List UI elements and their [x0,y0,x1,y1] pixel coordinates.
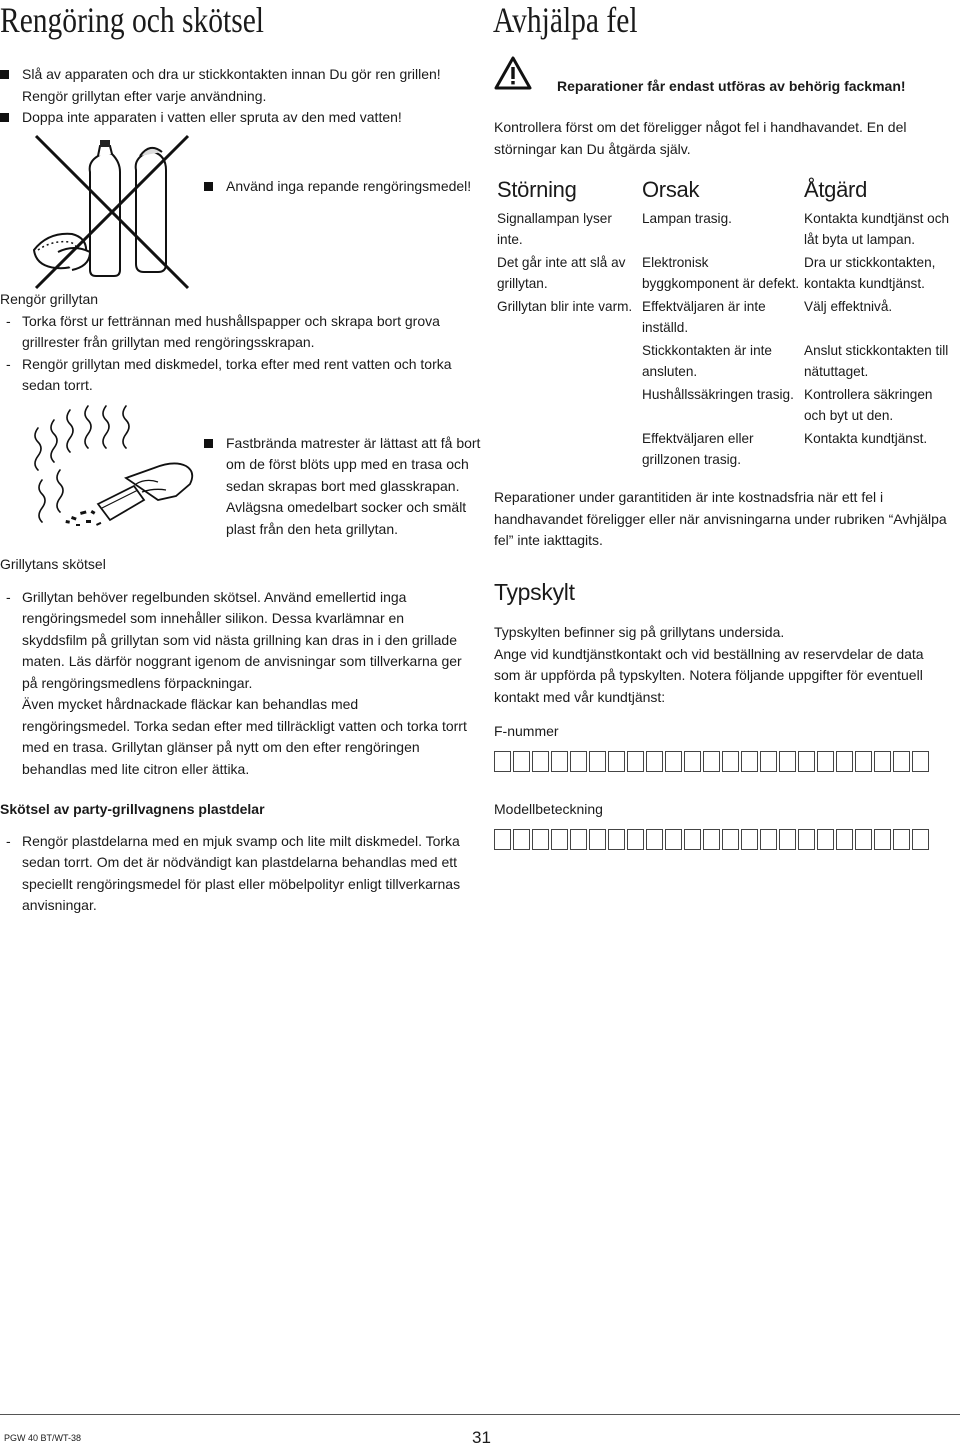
list-item: - Torka först ur fettrännan med hushållspapper och skrapa bort grova grillrester från grillytan med rengöringsskrapan. [6,312,440,350]
table-header-fault: Störning [497,177,577,202]
bullet-square-icon [204,439,213,448]
check-first-text: Kontrollera först om det föreligger något fel i handhavandet. En del störningar kan Du åtgärda själv. [494,119,907,157]
warning-text: Reparationer får endast utföras av behörig fackman! [557,78,906,94]
warning-triangle-icon [494,56,532,90]
table-cell: Effektväljaren är inte inställd. [642,299,766,335]
list-item: Slå av apparaten och dra ur stickkontakten innan Du gör ren grillen! Rengör grillytan efter varje användning. [0,64,460,107]
clean-section [0,289,470,397]
typeplate-instructions: Ange vid kundtjänstkontakt och vid beställning av reservdelar de data som är uppförda på typskylten. Notera följande uppgifter för eventuell kontakt med vår kundtjänst: [494,645,924,705]
f-number-label: F-nummer [494,723,559,739]
table-cell: Signallampan lyser inte. [497,211,612,247]
table-cell: Hushållssäkringen trasig. [642,387,794,402]
typeplate-text [494,622,950,708]
no-abrasive-note: Använd inga repande rengöringsmedel! [204,176,486,198]
table-cell: Välj effektnivå. [804,299,893,314]
section-title-troubleshooting: Avhjälpa fel [493,0,638,40]
table-cell: Kontakta kundtjänst och låt byta ut lampan. [804,211,950,247]
plastic-text: - Rengör plastdelarna med en mjuk svamp och lite milt diskmedel. Torka sedan torrt. Om det är nödvändigt kan plastdelarna behandlas med ett speciellt rengöringsmedel för plast eller möbelpolityr enligt tillverkarnas anvisningar. [6,832,461,913]
list-item: Doppa inte apparaten i vatten eller spruta av den med vatten! [0,107,460,129]
table-cell: Effektväljaren eller grillzonen trasig. [642,431,754,467]
table-header-cause: Orsak [642,177,700,202]
section-heading-plastic: Skötsel av party-grillvagnens plastdelar [0,801,265,817]
section-heading-clean: Rengör grillytan [0,291,99,307]
warranty-text: Reparationer under garantitiden är inte kostnadsfria när ett fel i handhavandet föreligger eller när anvisningarna under rubriken “Avhjälpa fel” inte iakttagits. [494,489,947,548]
table-cell: Grillytan blir inte varm. [497,299,633,314]
footer-model-code: PGW 40 BT/WT-38 [4,1433,82,1443]
model-label: Modellbeteckning [494,801,603,817]
model-boxes[interactable] [494,829,931,850]
table-cell: Kontrollera säkringen och byt ut den. [804,387,933,423]
table-cell: Kontakta kundtjänst. [804,431,928,446]
bullet-square-icon [0,70,9,79]
table-cell: Lampan trasig. [642,211,732,226]
care-text-2: Även mycket hårdnackade fläckar kan behandlas med rengöringsmedel. Torka sedan efter med tillräckligt vatten och torka torrt med en trasa. Grillytan glänser på nytt om den efter rengöringen behandlas med lite citron eller ättika. [22,696,467,777]
page-number: 31 [472,1428,491,1447]
steam-scraper-illustration [26,400,202,532]
burnt-residue-tip: Fastbrända matrester är lättast att få bort om de först blöts upp med en trasa och sedan skrapas bort med glasskrapan. Avlägsna omedelbart socker och smält plast från den heta grillytan. [204,433,486,541]
f-number-boxes[interactable] [494,751,931,772]
bullet-square-icon [0,113,9,122]
table-header-remedy: Åtgärd [804,177,868,202]
section-heading-care: Grillytans skötsel [0,556,106,572]
typeplate-location: Typskylten befinner sig på grillytans undersida. [494,624,785,640]
table-cell: Elektronisk byggkomponent är defekt. [642,255,800,291]
page-title: Rengöring och skötsel [0,0,265,40]
intro-bullets [0,64,460,129]
no-abrasive-cleaner-illustration [28,132,200,292]
bullet-square-icon [204,182,213,191]
table-cell: Dra ur stickkontakten, kontakta kundtjänst. [804,255,936,291]
footer-divider [0,1414,960,1415]
troubleshooting-table [494,176,954,466]
table-cell: Anslut stickkontakten till nätuttaget. [804,343,949,379]
section-heading-typeplate: Typskylt [494,579,575,605]
list-item: - Rengör grillytan med diskmedel, torka efter med rent vatten och torka sedan torrt. [6,355,452,393]
plastic-section [0,799,470,917]
table-cell: Stickkontakten är inte ansluten. [642,343,772,379]
care-text: - Grillytan behöver regelbunden skötsel. Använd emellertid inga rengöringsmedel som innehåller silikon. Dessa kvarlämnar en skyddsfilm på grillytan som vid nästa grillning kan dras in i den grillade maten. Läs därför noggrant igenom de anvisningar som tillverkarna ger på rengöringsmedlens förpackningar. [6,588,462,691]
care-section [0,554,470,780]
table-cell: Det går inte att slå av grillytan. [497,255,626,291]
